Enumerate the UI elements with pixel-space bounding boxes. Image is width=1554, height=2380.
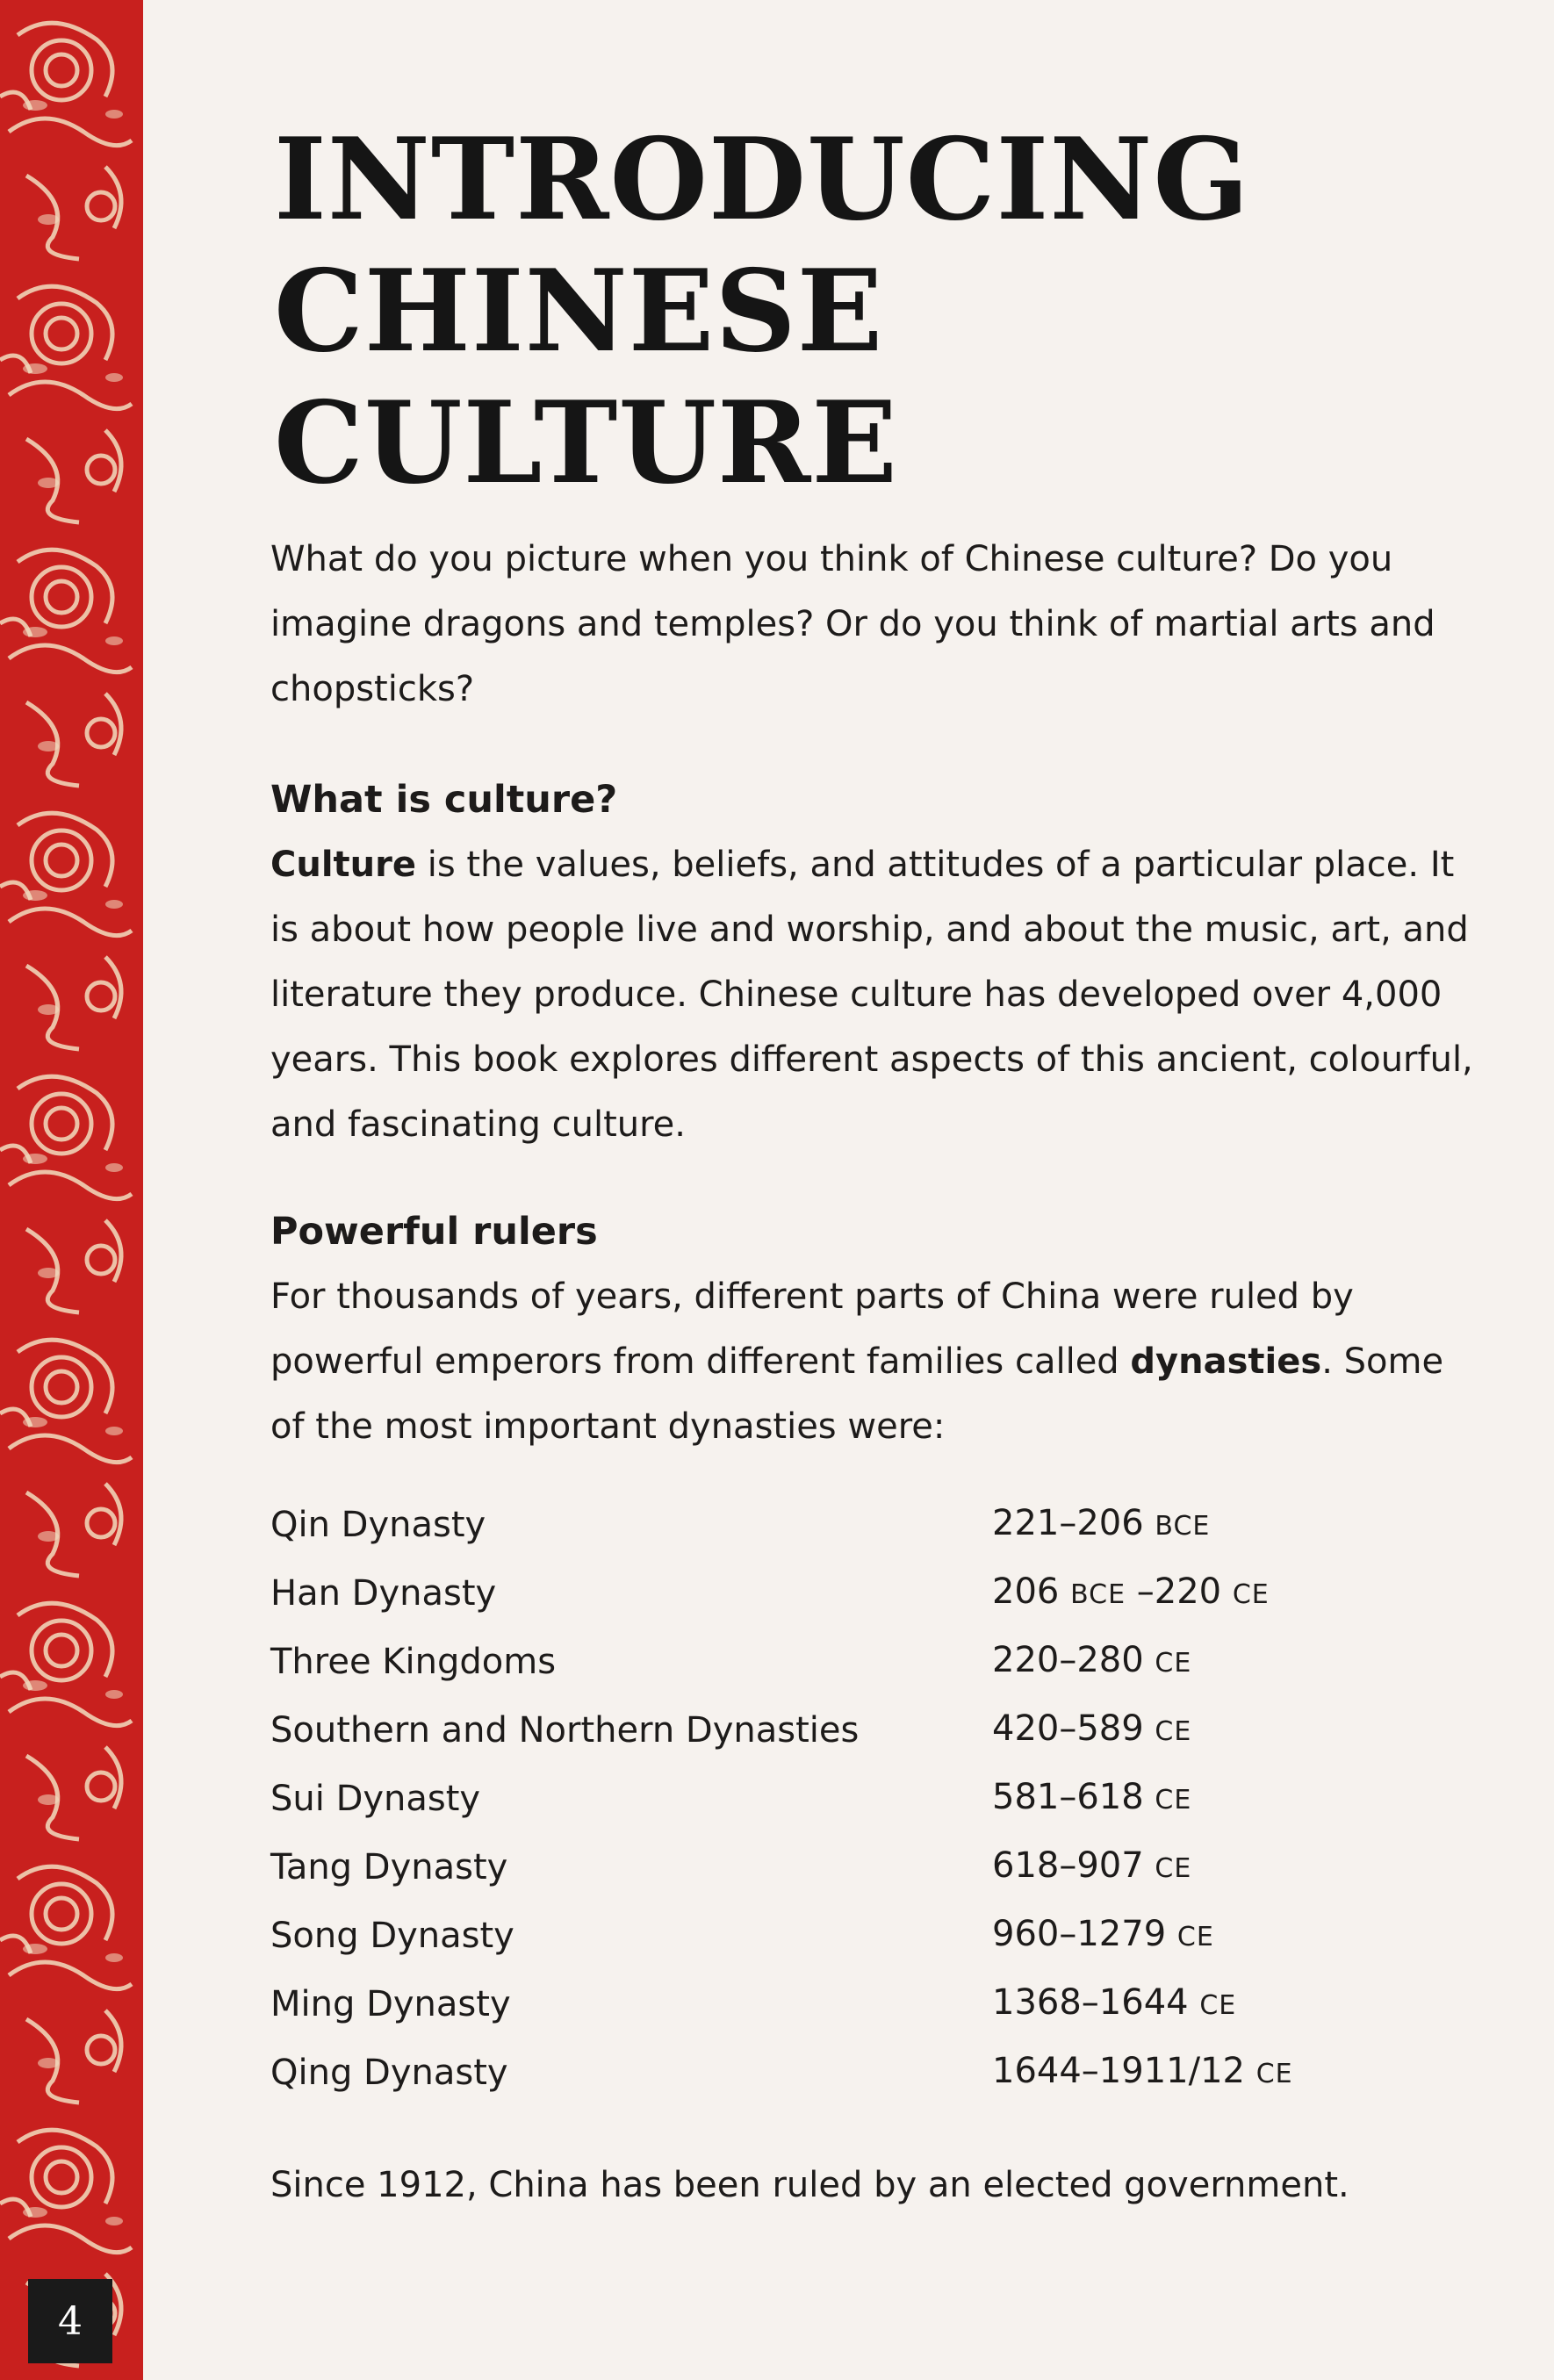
era-label: CE xyxy=(1155,1716,1192,1747)
era-label: CE xyxy=(1176,1922,1214,1952)
dynasty-years xyxy=(992,1765,1293,1833)
years-value: 420–589 xyxy=(992,1708,1144,1749)
dynasty-years xyxy=(992,1833,1293,1902)
dynasty-name: Southern and Northern Dynasties xyxy=(270,1710,860,1751)
dynasty-name: Three Kingdoms xyxy=(270,1642,557,1682)
dynasty-years xyxy=(992,1902,1293,1970)
dynasty-name: Qin Dynasty xyxy=(270,1505,486,1545)
page-title xyxy=(274,114,1415,509)
culture-paragraph xyxy=(270,832,1482,1157)
era-label: CE xyxy=(1255,2059,1293,2089)
dynasty-years xyxy=(992,1970,1293,2038)
closing-paragraph: Since 1912, China has been ruled by an elected government. xyxy=(270,2165,1349,2205)
rulers-heading: Powerful rulers xyxy=(270,1210,598,1254)
years-value: 618–907 xyxy=(992,1845,1144,1886)
rulers-paragraph xyxy=(270,1264,1482,1459)
rulers-section xyxy=(270,1199,1482,2107)
dynasty-row xyxy=(270,1902,1293,1970)
dynasty-name: Song Dynasty xyxy=(270,1916,514,1956)
dynasty-rows xyxy=(270,1491,1293,2107)
culture-heading: What is culture? xyxy=(270,778,618,822)
dynasty-row xyxy=(270,1970,1293,2038)
dynasty-row xyxy=(270,1765,1293,1833)
years-value: 220–280 xyxy=(992,1640,1144,1680)
dynasty-name: Han Dynasty xyxy=(270,1573,497,1614)
culture-term: Culture xyxy=(270,845,416,885)
dynasty-row xyxy=(270,1628,1293,1696)
years-value: 221–206 xyxy=(992,1503,1144,1543)
dynasty-table xyxy=(270,1491,1293,2107)
era-label: BCE xyxy=(1155,1511,1211,1542)
years-value: 1644–1911/12 xyxy=(992,2051,1245,2091)
era-label: CE xyxy=(1155,1785,1192,1816)
intro-paragraph: What do you picture when you think of Chinese culture? Do you imagine dragons and temples? Or do you think of martial arts and chopsticks? xyxy=(270,539,1435,709)
dynasty-row xyxy=(270,2038,1293,2107)
years-value: 581–618 xyxy=(992,1777,1144,1817)
dynasty-years xyxy=(992,2038,1293,2107)
dynasty-row xyxy=(270,1696,1293,1765)
era-label: CE xyxy=(1155,1853,1192,1884)
years-value: 960–1279 xyxy=(992,1914,1167,1954)
brocade-pattern xyxy=(0,0,143,2380)
dynasty-years xyxy=(992,1696,1293,1765)
title-line-2: CHINESE CULTURE xyxy=(274,246,898,509)
page-number: 4 xyxy=(28,2279,112,2363)
culture-text: is the values, beliefs, and attitudes of a particular place. It is about how people live and worship, and about the music, art, and literature they produce. Chinese culture has developed over 4,000 years. This book explores different aspects of this ancient, colourful, and fascinating culture. xyxy=(270,845,1473,1145)
era-label-end: CE xyxy=(1232,1579,1270,1610)
red-brocade-border xyxy=(0,0,143,2380)
rulers-text-before: For thousands of years, different parts of China were ruled by powerful emperors from different families called xyxy=(270,1276,1354,1382)
era-label: CE xyxy=(1199,1990,1237,2021)
dynasty-row xyxy=(270,1559,1293,1628)
dynasties-term: dynasties xyxy=(1130,1341,1322,1382)
years-value: 1368–1644 xyxy=(992,1982,1189,2023)
dynasty-name: Sui Dynasty xyxy=(270,1779,481,1819)
era-label: BCE xyxy=(1070,1579,1126,1610)
title-line-1: INTRODUCING xyxy=(274,114,1250,246)
dynasty-years xyxy=(992,1491,1293,1559)
dynasty-name: Ming Dynasty xyxy=(270,1984,511,2024)
page-content xyxy=(270,527,1482,2218)
dynasty-row xyxy=(270,1833,1293,1902)
dynasty-name: Tang Dynasty xyxy=(270,1847,508,1887)
era-label: CE xyxy=(1155,1648,1192,1679)
rulers-text-after: . Some of the most important dynasties were: xyxy=(270,1341,1444,1447)
dynasty-years xyxy=(992,1628,1293,1696)
dynasty-years xyxy=(992,1559,1293,1628)
years-value-end: –220 xyxy=(1126,1571,1222,1612)
dynasty-name: Qing Dynasty xyxy=(270,2053,508,2093)
dynasty-row xyxy=(270,1491,1293,1559)
years-value: 206 xyxy=(992,1571,1060,1612)
culture-section xyxy=(270,767,1482,1157)
